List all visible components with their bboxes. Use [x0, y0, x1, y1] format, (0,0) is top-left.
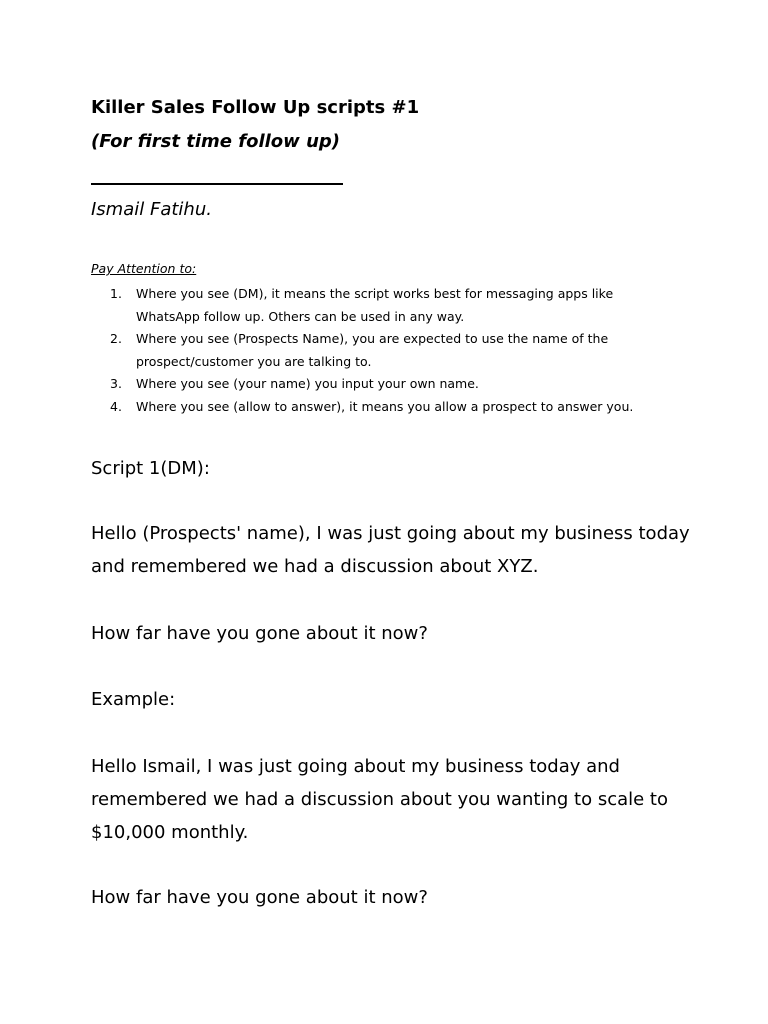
attention-list-item [91, 328, 651, 373]
template-message: Hello (Prospects' name), I was just going about my business today and remembered we had a discussion about XYZ. [91, 523, 690, 577]
list-item-number: 2. [110, 331, 122, 346]
title-divider [91, 183, 343, 185]
attention-list-item [91, 373, 651, 396]
attention-list-item [91, 283, 651, 328]
list-item-text: Where you see (Prospects Name), you are expected to use the name of the prospect/customer you are talking to. [136, 331, 609, 369]
list-item-text: Where you see (DM), it means the script works best for messaging apps like WhatsApp follow up. Others can be used in any way. [136, 286, 614, 324]
author-name: Ismail Fatihu. [91, 199, 212, 220]
attention-heading: Pay Attention to: [91, 261, 197, 276]
document-title: Killer Sales Follow Up scripts #1 [91, 97, 420, 118]
template-question: How far have you gone about it now? [91, 623, 428, 644]
list-item-text: Where you see (allow to answer), it means you allow a prospect to answer you. [136, 398, 634, 414]
list-item-number: 1. [110, 286, 122, 301]
list-item-text: Where you see (your name) you input your own name. [136, 376, 479, 391]
attention-list-item [91, 396, 651, 419]
example-label: Example: [91, 689, 176, 710]
script-heading: Script 1(DM): [91, 458, 210, 479]
example-question: How far have you gone about it now? [91, 887, 428, 908]
list-item-number: 4. [110, 398, 122, 414]
example-message: Hello Ismail, I was just going about my business today and remembered we had a discussion about you wanting to scale to $10,000 monthly. [91, 756, 669, 843]
attention-list [91, 283, 651, 418]
list-item-number: 3. [110, 376, 122, 391]
document-subtitle: (For first time follow up) [91, 131, 340, 152]
